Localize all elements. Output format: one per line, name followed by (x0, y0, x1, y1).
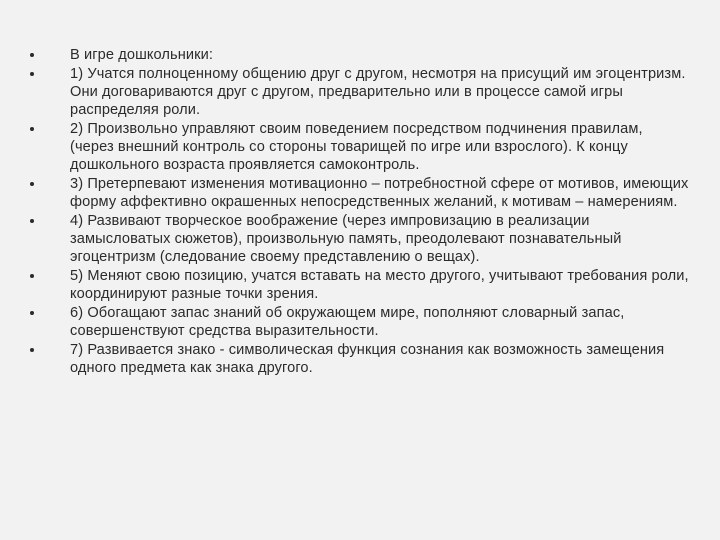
bullet-item-3 (30, 175, 690, 211)
bullet-dot-icon (30, 182, 34, 186)
bullet-item-7 (30, 341, 690, 377)
bullet-item-1 (30, 65, 690, 119)
bullet-text: 7) Развивается знако - символическая функция сознания как возможность замещения одного предмета как знака другого. (70, 342, 665, 376)
bullet-dot-icon (30, 274, 34, 278)
bullet-text: 3) Претерпевают изменения мотивационно – потребностной сфере от мотивов, имеющих форму аффективно окрашенных непосредственных желаний, к мотивам – намерениям. (70, 176, 689, 210)
bullet-text: В игре дошкольники: (70, 47, 214, 63)
bullet-item-2 (30, 120, 690, 174)
bullet-text: 2) Произвольно управляют своим поведением посредством подчинения правилам, (через внешний контроль со стороны товарищей по игре или взрослого). К концу дошкольного возраста проявляется самоконтроль. (70, 121, 643, 173)
bullet-dot-icon (30, 348, 34, 352)
bullet-item-4 (30, 212, 690, 266)
bullet-item-6 (30, 304, 690, 340)
bullet-text: 4) Развивают творческое воображение (через импровизацию в реализации замысловатых сюжетов), произвольную память, преодолевают познавательный эгоцентризм (следование своему представлению о вещах). (70, 213, 622, 265)
bullet-list (30, 46, 690, 378)
bullet-dot-icon (30, 219, 34, 223)
bullet-dot-icon (30, 72, 34, 76)
bullet-dot-icon (30, 311, 34, 315)
bullet-text: 5) Меняют свою позицию, учатся вставать на место другого, учитывают требования роли, координируют разные точки зрения. (70, 268, 689, 302)
bullet-dot-icon (30, 127, 34, 131)
bullet-dot-icon (30, 53, 34, 57)
bullet-text: 1) Учатся полноценному общению друг с другом, несмотря на присущий им эгоцентризм. Они договариваются друг с другом, предварительно или в процессе самой игры распределяя роли. (70, 66, 686, 118)
bullet-item-5 (30, 267, 690, 303)
bullet-text: 6) Обогащают запас знаний об окружающем мире, пополняют словарный запас, совершенствуют средства выразительности. (70, 305, 625, 339)
bullet-item-intro (30, 46, 690, 64)
